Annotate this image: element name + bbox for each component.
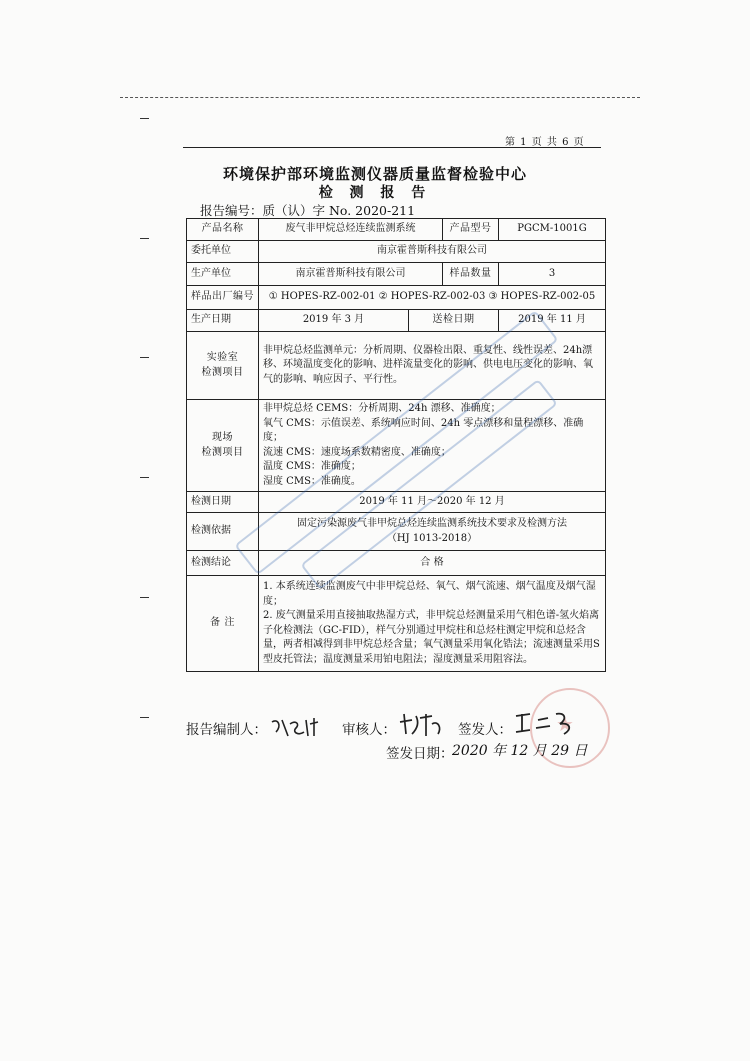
report-number: 报告编号：质（认）字 No. 2020-211 bbox=[200, 203, 416, 218]
compiler-label: 报告编制人： bbox=[186, 722, 267, 738]
remarks-label: 备 注 bbox=[187, 576, 259, 672]
model-value: PGCM-1001G bbox=[499, 219, 606, 241]
org-title: 环境保护部环境监测仪器质量监督检验中心 bbox=[222, 165, 527, 183]
basis-standard-name: 固定污染源废气非甲烷总烃连续监测系统技术要求及检测方法 bbox=[297, 518, 567, 529]
conclusion-label: 检测结论 bbox=[187, 551, 259, 576]
row-lab-items bbox=[187, 332, 606, 400]
lab-items-value: 非甲烷总烃监测单元：分析周期、仪器检出限、重复性、线性误差、24h漂移、环境温度变化的影响、进样流量变化的影响、供电电压变化的影响、氧气的影响、响应因子、平行性。 bbox=[259, 332, 606, 400]
report-title: 检 测 报 告 bbox=[318, 185, 432, 201]
serials-value: ① HOPES-RZ-002-01 ② HOPES-RZ-002-03 ③ HOPES-RZ-002-05 bbox=[259, 286, 606, 310]
remarks-value bbox=[259, 576, 606, 672]
row-manufacturer bbox=[187, 263, 606, 286]
seal-star-icon: ★ bbox=[556, 712, 574, 736]
test-date-label: 检测日期 bbox=[187, 492, 259, 513]
row-field-items bbox=[187, 400, 606, 492]
issuer-label: 签发人： bbox=[458, 722, 512, 738]
field-items-value bbox=[259, 400, 606, 492]
row-client bbox=[187, 241, 606, 263]
header-rule bbox=[183, 147, 601, 148]
basis-value bbox=[259, 513, 606, 551]
prod-date-value: 2019 年 3 月 bbox=[259, 310, 409, 332]
field-item: 非甲烷总烃 CEMS：分析周期、24h 漂移、准确度； bbox=[263, 403, 501, 414]
field-items-label-line1: 现场 bbox=[212, 432, 233, 443]
submit-date-value: 2019 年 11 月 bbox=[499, 310, 606, 332]
lab-items-label-line2: 检测项目 bbox=[201, 366, 244, 378]
lab-items-label-line1: 实验室 bbox=[206, 352, 239, 363]
report-table bbox=[186, 218, 606, 672]
test-date-value: 2019 年 11 月～2020 年 12 月 bbox=[259, 492, 606, 513]
reviewer-signature bbox=[398, 710, 446, 738]
model-label: 产品型号 bbox=[443, 219, 499, 241]
field-item: 氧气 CMS：示值误差、系统响应时间、24h 零点漂移和量程漂移、准确度； bbox=[263, 417, 584, 443]
margin-tick bbox=[140, 118, 149, 119]
row-product-name bbox=[187, 219, 606, 241]
basis-standard-code: （HJ 1013-2018） bbox=[386, 532, 478, 544]
prod-date-label: 生产日期 bbox=[187, 310, 259, 332]
remark-item: 1. 本系统连续监测废气中非甲烷总烃、氧气、烟气流速、烟气温度及烟气湿度； bbox=[263, 581, 596, 607]
page-number: 第 1 页 共 6 页 bbox=[505, 137, 585, 148]
margin-tick bbox=[140, 597, 149, 598]
manufacturer-value: 南京霍普斯科技有限公司 bbox=[259, 263, 443, 286]
manufacturer-label: 生产单位 bbox=[187, 263, 259, 286]
serial-label: 样品出厂编号 bbox=[187, 286, 259, 310]
submit-date-label: 送检日期 bbox=[409, 310, 499, 332]
row-dates bbox=[187, 310, 606, 332]
issue-date-label: 签发日期： bbox=[386, 746, 454, 762]
row-remarks bbox=[187, 576, 606, 672]
conclusion-value: 合 格 bbox=[259, 551, 606, 576]
client-value: 南京霍普斯科技有限公司 bbox=[259, 241, 606, 263]
compiler-signature bbox=[268, 714, 324, 740]
margin-tick bbox=[140, 238, 149, 239]
field-items-label bbox=[187, 400, 259, 492]
scan-edge-line bbox=[120, 97, 640, 98]
product-name-value: 废气非甲烷总烃连续监测系统 bbox=[259, 219, 443, 241]
field-items-label-line2: 检测项目 bbox=[201, 446, 244, 458]
basis-label: 检测依据 bbox=[187, 513, 259, 551]
field-item: 湿度 CMS：准确度。 bbox=[263, 475, 361, 487]
row-serials bbox=[187, 286, 606, 310]
issue-date-handwritten: 2020 年 12 月 29 日 bbox=[452, 743, 588, 759]
remark-item: 2. 废气测量采用直接抽取热湿方式，非甲烷总烃测量采用气相色谱-氢火焰离子化检测法（GC-FID），样气分别通过甲烷柱和总烃柱测定甲烷和总烃含量，两者相减得到非甲烷总烃含量；氧气测量采用氧化锆法；流速测量采用S型皮托管法；温度测量采用铂电阻法；湿度测量采用阻容法。 bbox=[263, 610, 600, 665]
issuer-signature bbox=[512, 708, 580, 738]
row-basis bbox=[187, 513, 606, 551]
row-conclusion bbox=[187, 551, 606, 576]
lab-items-label bbox=[187, 332, 259, 400]
product-name-label: 产品名称 bbox=[187, 219, 259, 241]
reviewer-label: 审核人： bbox=[342, 722, 396, 738]
margin-tick bbox=[140, 357, 149, 358]
sample-qty-value: 3 bbox=[499, 263, 606, 286]
margin-tick bbox=[140, 477, 149, 478]
field-item: 流速 CMS：速度场系数精密度、准确度； bbox=[263, 446, 451, 458]
margin-tick bbox=[140, 717, 149, 718]
client-label: 委托单位 bbox=[187, 241, 259, 263]
field-item: 温度 CMS：准确度； bbox=[263, 461, 361, 472]
row-test-date bbox=[187, 492, 606, 513]
sample-qty-label: 样品数量 bbox=[443, 263, 499, 286]
